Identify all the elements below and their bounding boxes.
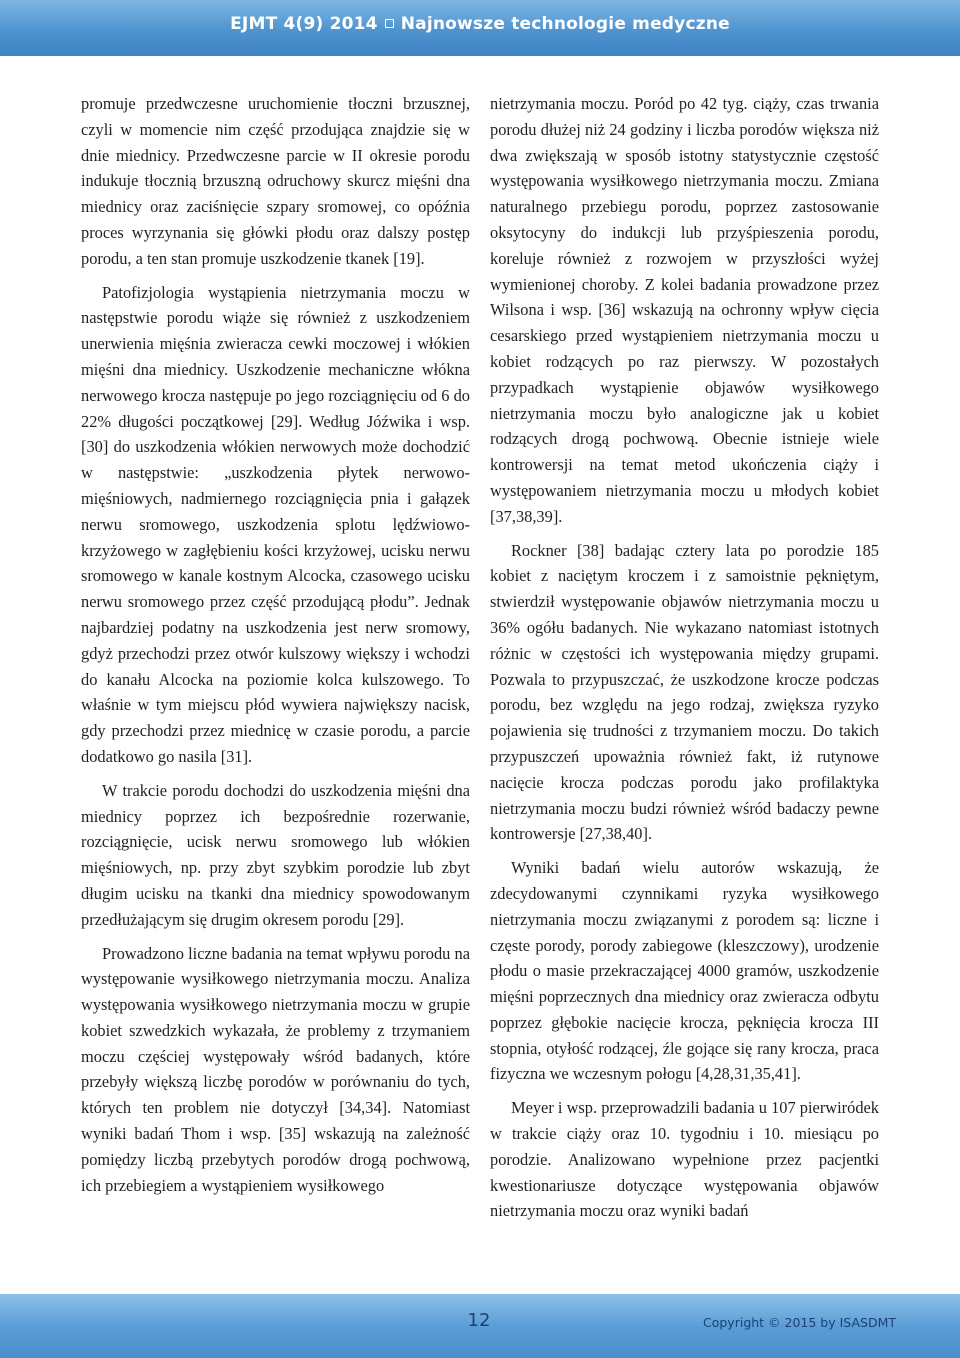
- header-title: [0, 14, 960, 34]
- journal-section: Najnowsze technologie medyczne: [400, 14, 730, 34]
- right-column: [490, 91, 879, 1224]
- paragraph: promuje przedwczesne uruchomienie tłoczni brzusznej, czyli w momencie nim część przodująca znajdzie się w dnie miednicy. Przedwczesne parcie w II okresie porodu indukuje tłocznią brzuszną odruchowy skurcz mięśni dna miednicy oraz zaciśnięcie szpary sromowej, co opóźnia proces wyrzynania się główki płodu oraz dalszy postęp porodu, a ten stan promuje uszkodzenie tkanek [19].: [81, 94, 470, 268]
- paragraph: Rockner [38] badając cztery lata po porodzie 185 kobiet z naciętym kroczem i z samoistnie pękniętym, stwierdził występowanie objawów nietrzymania moczu u 36% ogółu badanych. Nie wykazano natomiast istotnych różnic w częstości ich występowania między grupami. Pozwala to przypuszczać, że uszkodzone krocze podczas porodu, bez względu na jego rodzaj, zwiększa ryzyko pojawienia się trudności z trzymaniem moczu. Do takich przypuszczeń upoważnia również fakt, iż rutynowe nacięcie krocza podczas porodu jako profilaktyka nietrzymania moczu budzi również wśród badaczy pewne kontrowersje [27,38,40].: [490, 540, 879, 844]
- left-column: [81, 91, 470, 1198]
- paragraph: Prowadzono liczne badania na temat wpływu porodu na występowanie wysiłkowego nietrzymania moczu. Analiza występowania wysiłkowego nietrzymania moczu w grupie kobiet szwedzkich wykazała, że problemy z trzymaniem moczu częściej występowały wśród badanych, które przebyły większą liczbę porodów w porównaniu do tych, których ten problem nie dotyczył [34,34]. Natomiast wyniki badań Thom i wsp. [35] wskazują na zależność pomiędzy liczbą przebytych porodów drogą pochwową, ich przebiegiem a wystąpieniem wysiłkowego: [81, 943, 470, 1195]
- paragraph: Wyniki badań wielu autorów wskazują, że zdecydowanymi czynnikami ryzyka wysiłkowego nietrzymania moczu związanymi z porodem są: liczne i częste porody, porody zabiegowe (kleszczowy), urodzenie płodu o masie przekraczającej 4000 gramów, uszkodzenie mięśni poprzecznych dna miednicy oraz zwieracza odbytu poprzez głębokie nacięcie krocza, pęknięcia krocza III stopnia, otyłość rodzącej, źle gojące się rany krocza, praca fizyczna we wczesnym połogu [4,28,31,35,41].: [490, 858, 879, 1084]
- copyright-notice: Copyright © 2015 by ISASDMT: [703, 1315, 896, 1330]
- square-separator-icon: [385, 19, 394, 28]
- paragraph: Patofizjologia wystąpienia nietrzymania moczu w następstwie porodu wiąże się również z uszkodzeniem unerwienia mięśnia zwieracza cewki moczowej i włókien mięśni dna miednicy. Uszkodzenie mechaniczne włókna nerwowego krocza następuje po jego rozciągnięciu od 6 do 22% długości początkowej [29]. Według Jóźwika i wsp. [30] do uszkodzenia włókien nerwowych może dochodzić w następstwie: „uszkodzenia płytek nerwowo-mięśniowych, nadmiernego rozciągnięcia pnia i gałązek nerwu sromowego, uszkodzenia splotu lędźwiowo-krzyżowego w zagłębieniu kości krzyżowej, ucisku nerwu sromowego w kanale kostnym Alcocka, czasowego ucisku nerwu sromowego przez część przodującą płodu”. Jednak najbardziej podatny na uszkodzenia jest nerw sromowy, gdyż przechodzi przez otwór kulszowy większy i wchodzi do kanału Alcocka na poziomie kolca kulszowego. To właśnie w tym miejscu płód wywiera największy nacisk, gdy przechodzi przez miednicę w czasie porodu, a parcie dodatkowo go nasila [31].: [81, 282, 470, 766]
- journal-name: EJMT 4(9) 2014: [230, 14, 378, 34]
- paragraph: Meyer i wsp. przeprowadzili badania u 107 pierwiródek w trakcie ciąży oraz 10. tygodniu i 10. miesiącu po porodzie. Analizowano wypełnione przez pacjentki kwestionariusze dotyczące występowania objawów nietrzymania moczu oraz wyniki badań: [490, 1098, 879, 1221]
- page-number: 12: [467, 1310, 491, 1331]
- journal-header: [0, 0, 960, 56]
- page-footer: [0, 1294, 960, 1358]
- paragraph: nietrzymania moczu. Poród po 42 tyg. ciąży, czas trwania porodu dłużej niż 24 godziny i liczba porodów większa niż dwa zwiększają w sposób istotny statystycznie częstość występowania wysiłkowego nietrzymania moczu. Zmiana naturalnego przebiegu porodu, poprzez zastosowanie oksytocyny do indukcji lub przyśpieszenia porodu, koreluje również z rozwojem w przyszłości wyżej wymienionej choroby. Z kolei badania prowadzone przez Wilsona i wsp. [36] wskazują na ochronny wpływ cięcia cesarskiego przed wystąpieniem nietrzymania moczu u kobiet rodzących po raz pierwszy. W pozostałych przypadkach wystąpienie objawów wysiłkowego nietrzymania moczu było analogiczne jak u kobiet rodzących drogą pochwową. Obecnie istnieje wiele kontrowersji na temat metod ukończenia ciąży i występowaniem nietrzymania moczu u młodych kobiet [37,38,39].: [490, 94, 879, 526]
- paragraph: W trakcie porodu dochodzi do uszkodzenia mięśni dna miednicy poprzez ich bezpośrednie rozerwanie, rozciągnięcie, ucisk nerwu sromowego lub włókien mięśniowych, np. przy zbyt szybkim porodzie lub zbyt długim ucisku na tkanki dna miednicy spowodowanym przedłużającym się drugim okresem porodu [29].: [81, 780, 470, 929]
